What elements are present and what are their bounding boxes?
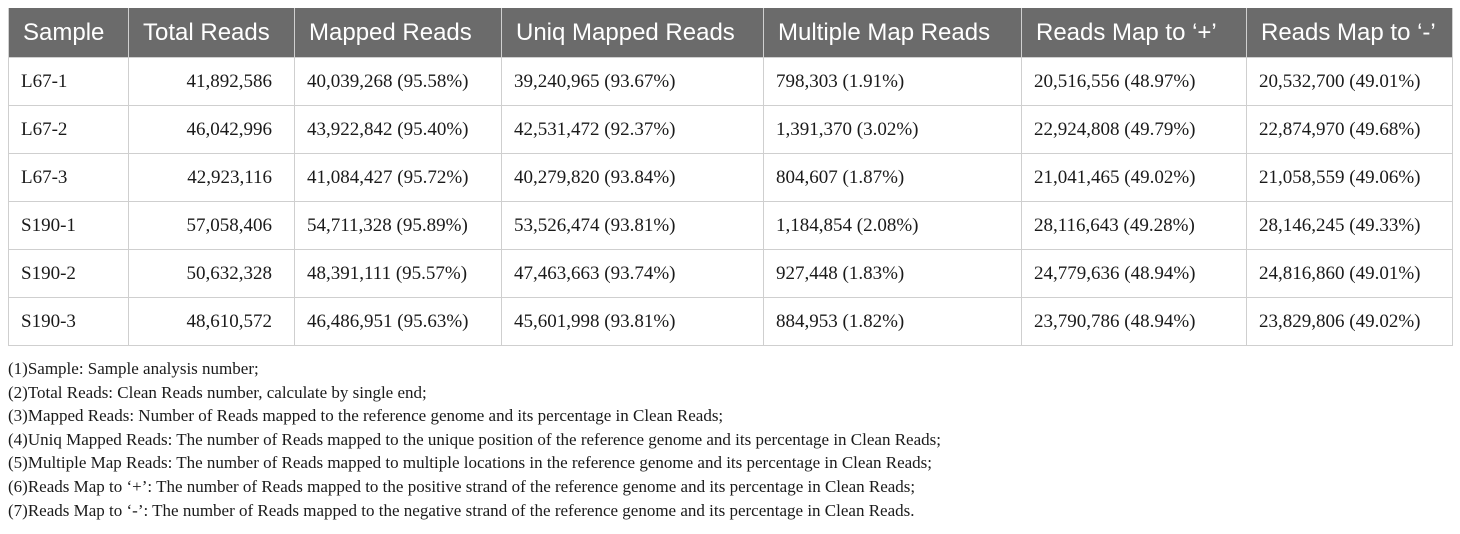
cell-multiple-map-reads: 804,607 (1.87%) (764, 154, 1022, 202)
cell-sample: L67-1 (9, 58, 129, 106)
cell-uniq-mapped-reads: 39,240,965 (93.67%) (502, 58, 764, 106)
table-row (9, 58, 1453, 106)
cell-reads-map-plus: 23,790,786 (48.94%) (1022, 298, 1247, 346)
footnote: (3)Mapped Reads: Number of Reads mapped to the reference genome and its percentage in Clean Reads; (8, 406, 724, 426)
cell-multiple-map-reads: 1,184,854 (2.08%) (764, 202, 1022, 250)
cell-mapped-reads: 43,922,842 (95.40%) (295, 106, 502, 154)
table-header (9, 8, 1453, 58)
cell-uniq-mapped-reads: 47,463,663 (93.74%) (502, 250, 764, 298)
cell-uniq-mapped-reads: 53,526,474 (93.81%) (502, 202, 764, 250)
cell-total-reads: 57,058,406 (129, 202, 295, 250)
cell-total-reads: 42,923,116 (129, 154, 295, 202)
header-uniq-mapped-reads: Uniq Mapped Reads (502, 8, 764, 58)
table-row (9, 250, 1453, 298)
cell-mapped-reads: 40,039,268 (95.58%) (295, 58, 502, 106)
footnote: (2)Total Reads: Clean Reads number, calculate by single end; (8, 382, 427, 402)
header-sample: Sample (9, 8, 129, 58)
header-row (9, 8, 1453, 58)
footnote: (7)Reads Map to ‘-’: The number of Reads mapped to the negative strand of the reference genome and its percentage in Clean Reads. (8, 500, 915, 520)
footnote: (4)Uniq Mapped Reads: The number of Reads mapped to the unique position of the reference genome and its percentage in Clean Reads; (8, 429, 941, 449)
table-row (9, 154, 1453, 202)
table-row (9, 298, 1453, 346)
cell-reads-map-plus: 21,041,465 (49.02%) (1022, 154, 1247, 202)
cell-multiple-map-reads: 927,448 (1.83%) (764, 250, 1022, 298)
header-total-reads: Total Reads (129, 8, 295, 58)
footnote: (1)Sample: Sample analysis number; (8, 359, 259, 378)
cell-multiple-map-reads: 1,391,370 (3.02%) (764, 106, 1022, 154)
cell-mapped-reads: 54,711,328 (95.89%) (295, 202, 502, 250)
footnote: (6)Reads Map to ‘+’: The number of Reads mapped to the positive strand of the reference genome and its percentage in Clean Reads; (8, 476, 916, 496)
cell-reads-map-minus: 28,146,245 (49.33%) (1247, 202, 1453, 250)
cell-reads-map-plus: 24,779,636 (48.94%) (1022, 250, 1247, 298)
cell-reads-map-plus: 20,516,556 (48.97%) (1022, 58, 1247, 106)
cell-mapped-reads: 48,391,111 (95.57%) (295, 250, 502, 298)
header-reads-map-plus: Reads Map to ‘+’ (1022, 8, 1247, 58)
cell-mapped-reads: 41,084,427 (95.72%) (295, 154, 502, 202)
cell-mapped-reads: 46,486,951 (95.63%) (295, 298, 502, 346)
cell-sample: L67-2 (9, 106, 129, 154)
cell-total-reads: 41,892,586 (129, 58, 295, 106)
cell-reads-map-minus: 22,874,970 (49.68%) (1247, 106, 1453, 154)
cell-multiple-map-reads: 798,303 (1.91%) (764, 58, 1022, 106)
cell-sample: S190-3 (9, 298, 129, 346)
cell-sample: S190-2 (9, 250, 129, 298)
cell-reads-map-minus: 24,816,860 (49.01%) (1247, 250, 1453, 298)
table-row (9, 106, 1453, 154)
cell-reads-map-minus: 21,058,559 (49.06%) (1247, 154, 1453, 202)
cell-sample: L67-3 (9, 154, 129, 202)
header-reads-map-minus: Reads Map to ‘-’ (1247, 8, 1453, 58)
table-row (9, 202, 1453, 250)
cell-sample: S190-1 (9, 202, 129, 250)
cell-uniq-mapped-reads: 45,601,998 (93.81%) (502, 298, 764, 346)
cell-reads-map-plus: 22,924,808 (49.79%) (1022, 106, 1247, 154)
cell-uniq-mapped-reads: 40,279,820 (93.84%) (502, 154, 764, 202)
header-multiple-map-reads: Multiple Map Reads (764, 8, 1022, 58)
header-mapped-reads: Mapped Reads (295, 8, 502, 58)
table-footnotes (8, 357, 1452, 522)
cell-total-reads: 50,632,328 (129, 250, 295, 298)
cell-total-reads: 46,042,996 (129, 106, 295, 154)
cell-total-reads: 48,610,572 (129, 298, 295, 346)
reads-mapping-table (8, 8, 1453, 346)
table-body (9, 58, 1453, 346)
cell-reads-map-plus: 28,116,643 (49.28%) (1022, 202, 1247, 250)
reads-mapping-table-container (8, 8, 1452, 346)
cell-reads-map-minus: 20,532,700 (49.01%) (1247, 58, 1453, 106)
cell-uniq-mapped-reads: 42,531,472 (92.37%) (502, 106, 764, 154)
footnote: (5)Multiple Map Reads: The number of Reads mapped to multiple locations in the reference genome and its percentage in Clean Reads; (8, 453, 933, 473)
cell-reads-map-minus: 23,829,806 (49.02%) (1247, 298, 1453, 346)
cell-multiple-map-reads: 884,953 (1.82%) (764, 298, 1022, 346)
